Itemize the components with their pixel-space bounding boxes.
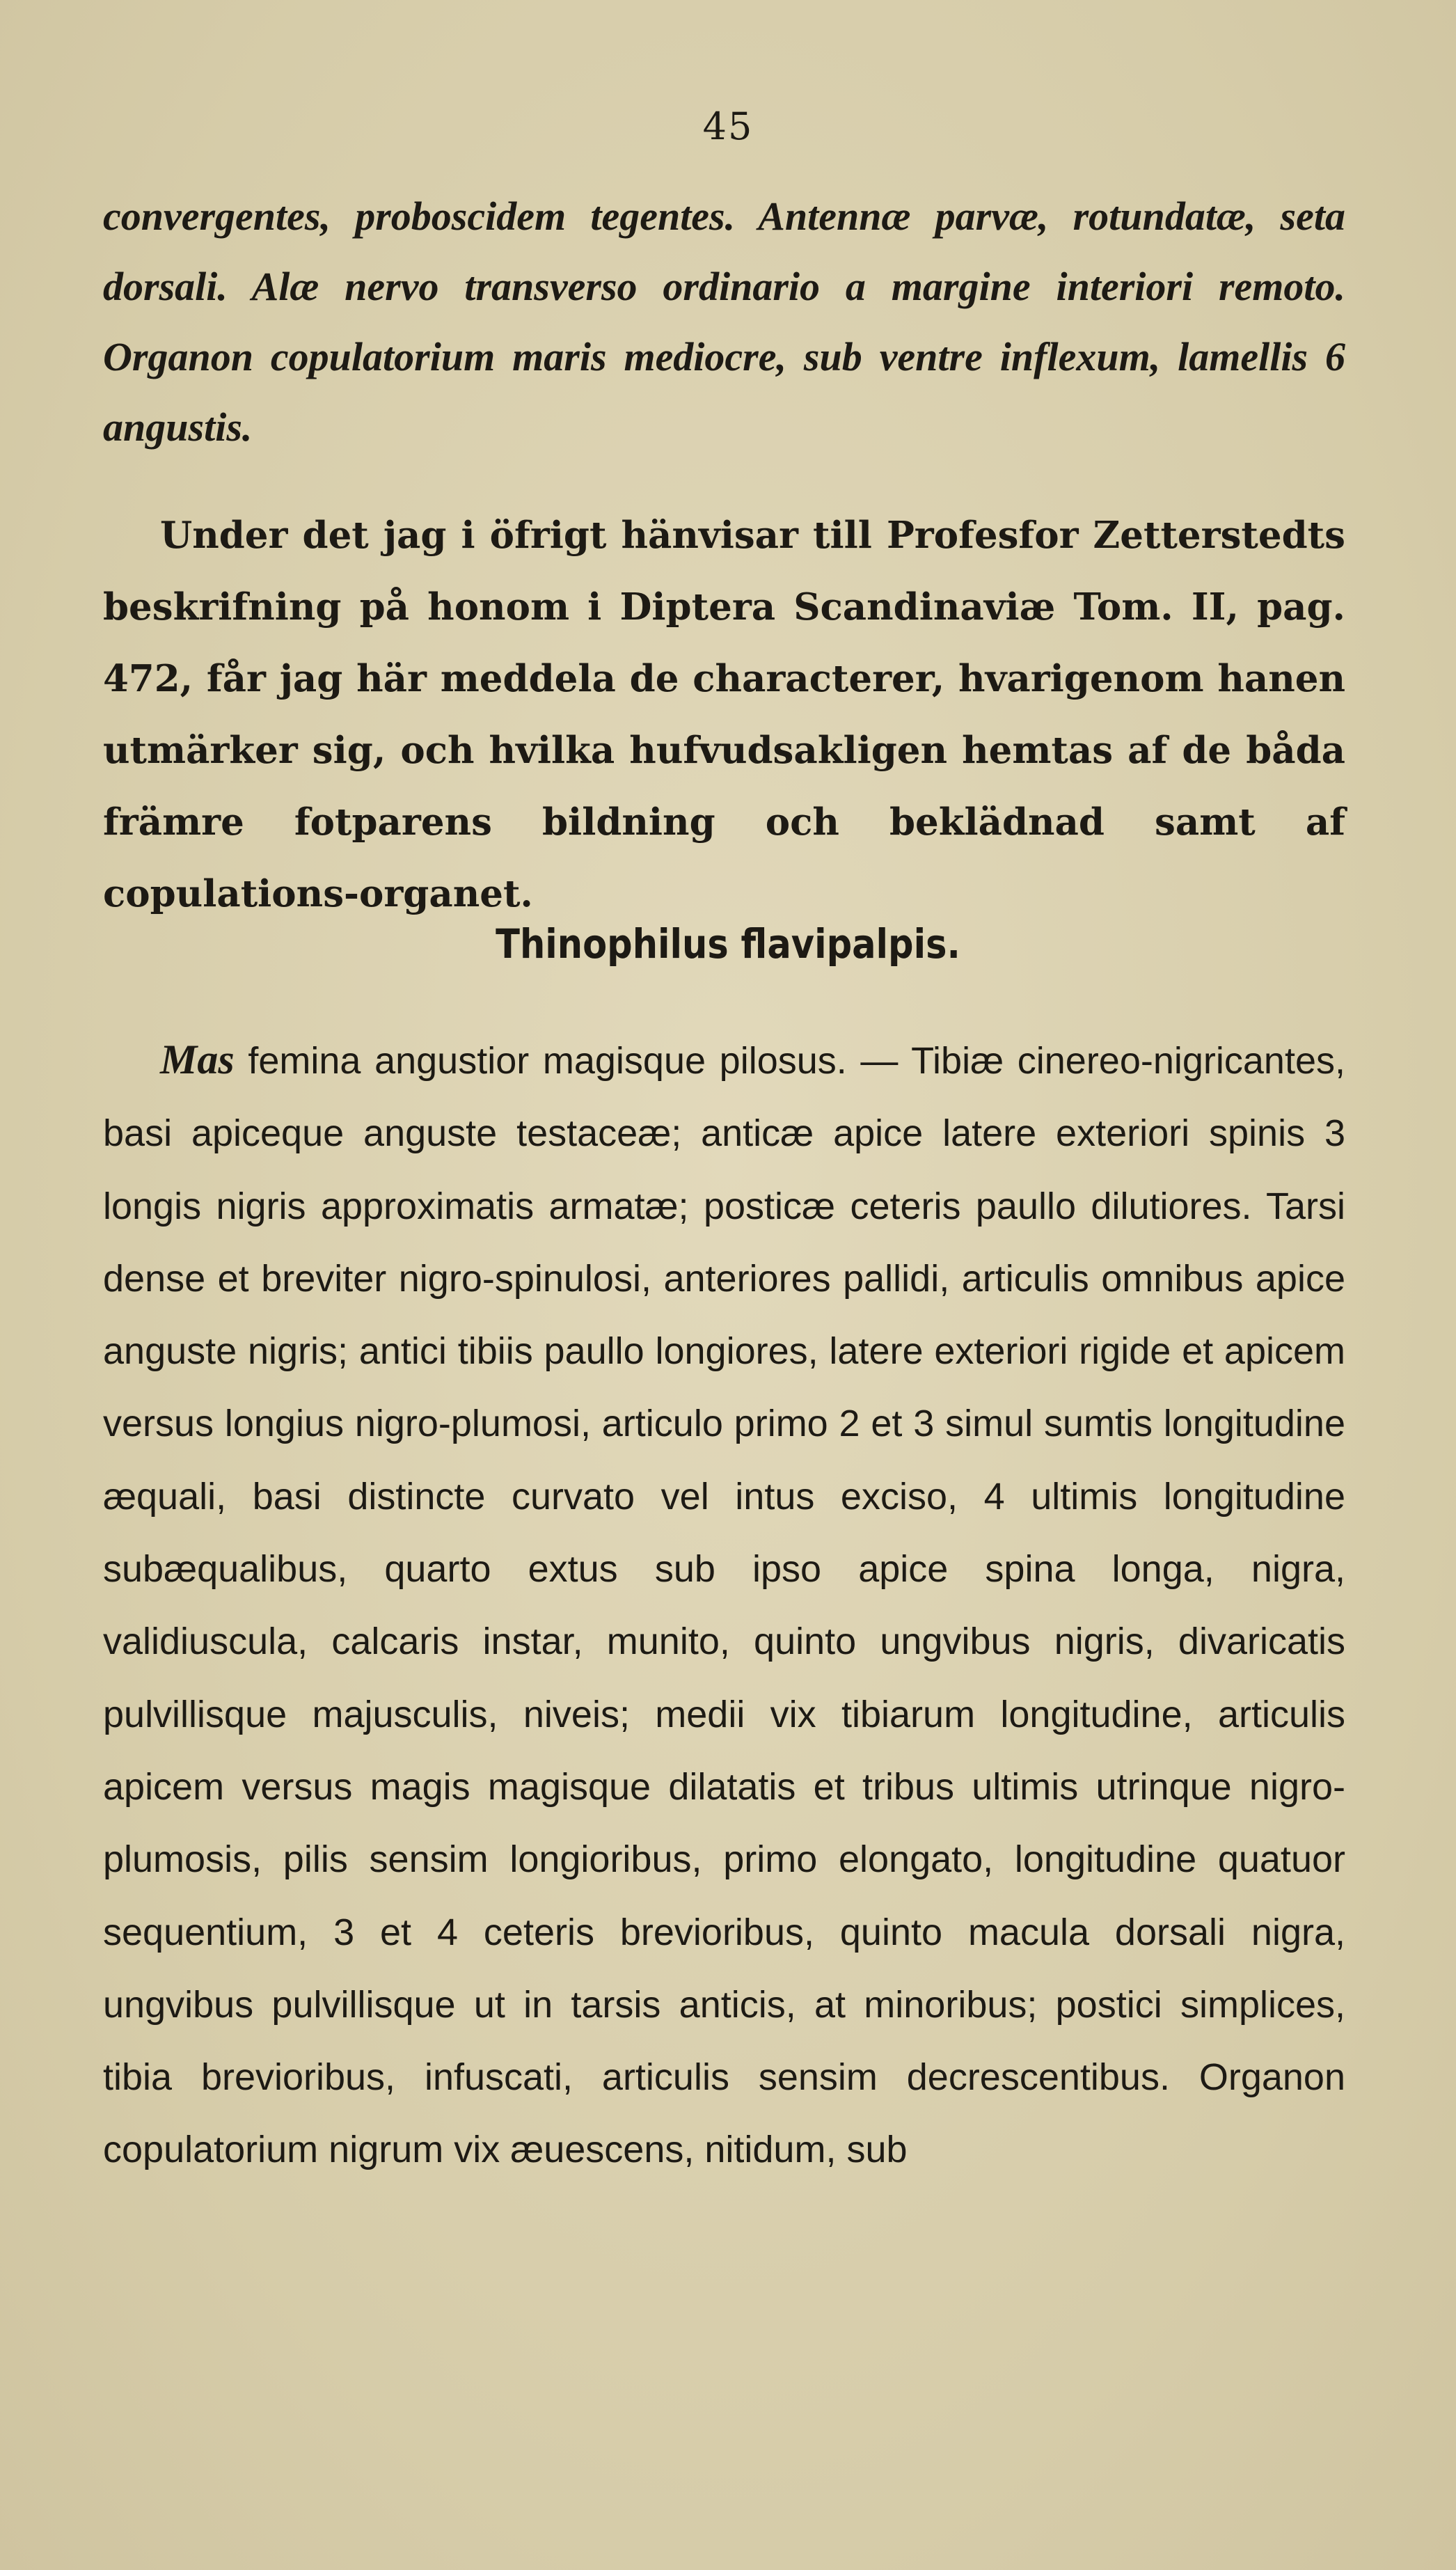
swedish-paragraph: Under det jag i öfrigt hänvisar till Profesfor Zetterstedts beskrifning på honom i Diptera Scandinaviæ Tom. II, pag. 472, får jag här meddela de characterer, hvarigenom hanen utmärker sig, och hvilka hufvudsakligen hemtas af de båda främre fotparens bildning och beklädnad samt af copulations-organet. bbox=[103, 514, 1345, 915]
species-heading: Thinophilus flavipalpis. bbox=[496, 920, 960, 968]
italic-latin-paragraph: convergentes, proboscidem tegentes. Antennæ parvæ, rotundatæ, seta dorsali. Alæ nervo transverso ordinario a margine interiori remoto. Organon copulatorium maris mediocre, sub ventre inflexum, lamellis 6 angustis. bbox=[103, 194, 1345, 450]
species-description bbox=[103, 1023, 1345, 2186]
description-body: femina angustior magisque pilosus. — Tibiæ cinereo-nigricantes, basi apiceque anguste testaceæ; anticæ apice latere exteriori spinis 3 longis nigris approximatis armatæ; posticæ ceteris paullo dilutiores. Tarsi dense et breviter nigro-spinulosi, anteriores pallidi, articulis omnibus apice anguste nigris; antici tibiis paullo longiores, latere exteriori rigide et apicem versus longius nigro-plumosi, articulo primo 2 et 3 simul sumtis longitudine æquali, basi distincte curvato vel intus exciso, 4 ultimis longitudine subæqualibus, quarto extus sub ipso apice spina longa, nigra, validiuscula, calcaris instar, munito, quinto ungvibus nigris, divaricatis pulvillisque majusculis, niveis; medii vix tibiarum longitudine, articulis apicem versus magis magisque dilatatis et tribus ultimis utrinque nigro-plumosis, pilis sensim longioribus, primo elongato, longitudine quatuor sequentium, 3 et 4 ceteris brevioribus, quinto macula dorsali nigra, ungvibus pulvillisque ut in tarsis anticis, at minoribus; postici simplices, tibia brevioribus, infuscati, articulis sensim decrescentibus. Organon copulatorium nigrum vix æuescens, nitidum, sub bbox=[103, 1040, 1345, 2171]
description-lead: Mas bbox=[160, 1036, 235, 1082]
page-number: 45 bbox=[702, 104, 754, 148]
